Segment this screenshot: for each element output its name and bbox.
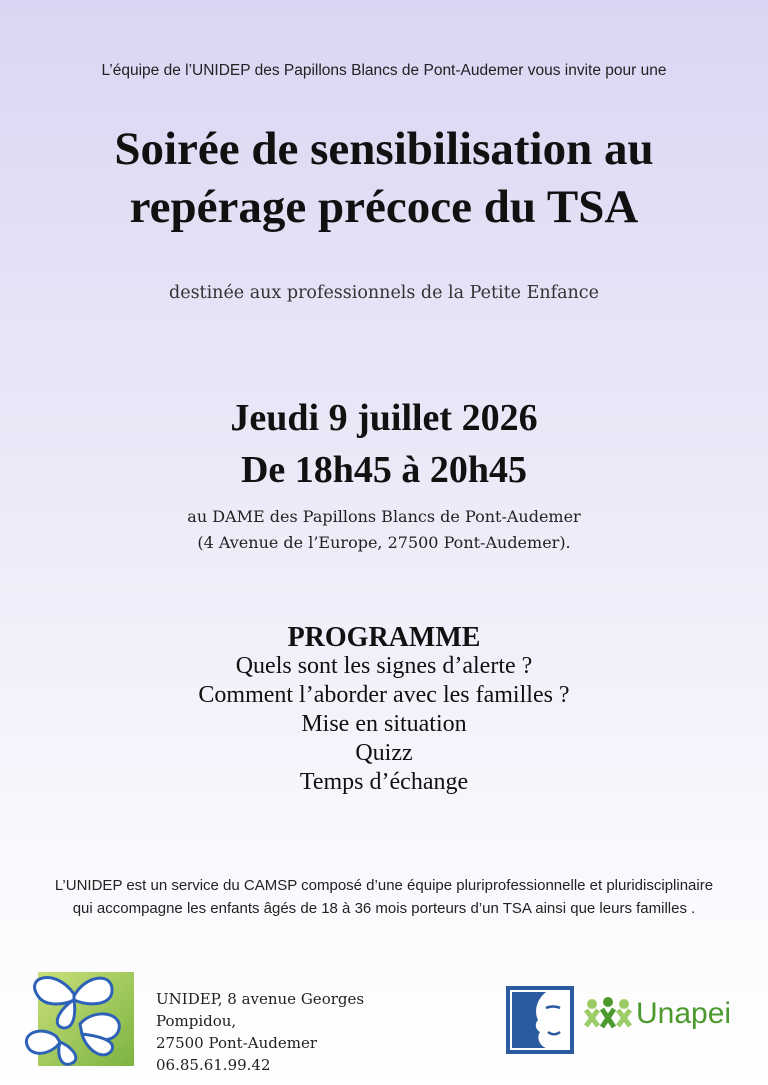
contact-line: Pompidou, — [156, 1012, 237, 1030]
unidep-butterfly-logo — [16, 966, 144, 1074]
location-line-2: (4 Avenue de l’Europe, 27500 Pont-Audemer). — [197, 533, 571, 552]
location-line-1: au DAME des Papillons Blancs de Pont-Audemer — [187, 507, 581, 526]
title-line-1: Soirée de sensibilisation au — [114, 123, 654, 175]
programme-heading: PROGRAMME — [287, 622, 481, 653]
event-time: De 18h45 à 20h45 — [240, 449, 528, 491]
title-line-2: repérage précoce du TSA — [129, 181, 639, 233]
unapei-wordmark: Unapei — [636, 997, 732, 1030]
contact-line: UNIDEP, 8 avenue Georges — [156, 990, 365, 1008]
programme-list — [0, 652, 768, 797]
unapei-people-icon — [584, 996, 632, 1032]
event-location — [0, 504, 768, 556]
unapei-logo — [584, 996, 731, 1032]
intro-text: L’équipe de l’UNIDEP des Papillons Blancs de Pont-Audemer vous invite pour une — [101, 62, 667, 79]
contact-address — [156, 988, 364, 1076]
about-line-1: L’UNIDEP est un service du CAMSP composé d’une équipe pluriprofessionnelle et pluridisciplinaire — [54, 877, 714, 894]
audience-subtitle: destinée aux professionnels de la Petite Enfance — [169, 283, 599, 303]
event-date: Jeudi 9 juillet 2026 — [230, 397, 538, 439]
contact-line: 27500 Pont-Audemer — [156, 1034, 318, 1052]
programme-item: Quels sont les signes d’alerte ? — [235, 653, 533, 679]
programme-item: Mise en situation — [301, 711, 467, 737]
papillons-blancs-face-logo — [506, 986, 574, 1054]
about-unidep — [24, 874, 744, 920]
contact-phone: 06.85.61.99.42 — [156, 1056, 271, 1074]
programme-item: Quizz — [355, 740, 413, 766]
event-title — [0, 120, 768, 236]
programme-item: Comment l’aborder avec les familles ? — [198, 682, 570, 708]
event-datetime — [0, 392, 768, 496]
about-line-2: qui accompagne les enfants âgés de 18 à 36 mois porteurs d’un TSA ainsi que leurs familles . — [72, 900, 696, 917]
programme-item: Temps d’échange — [299, 769, 469, 795]
